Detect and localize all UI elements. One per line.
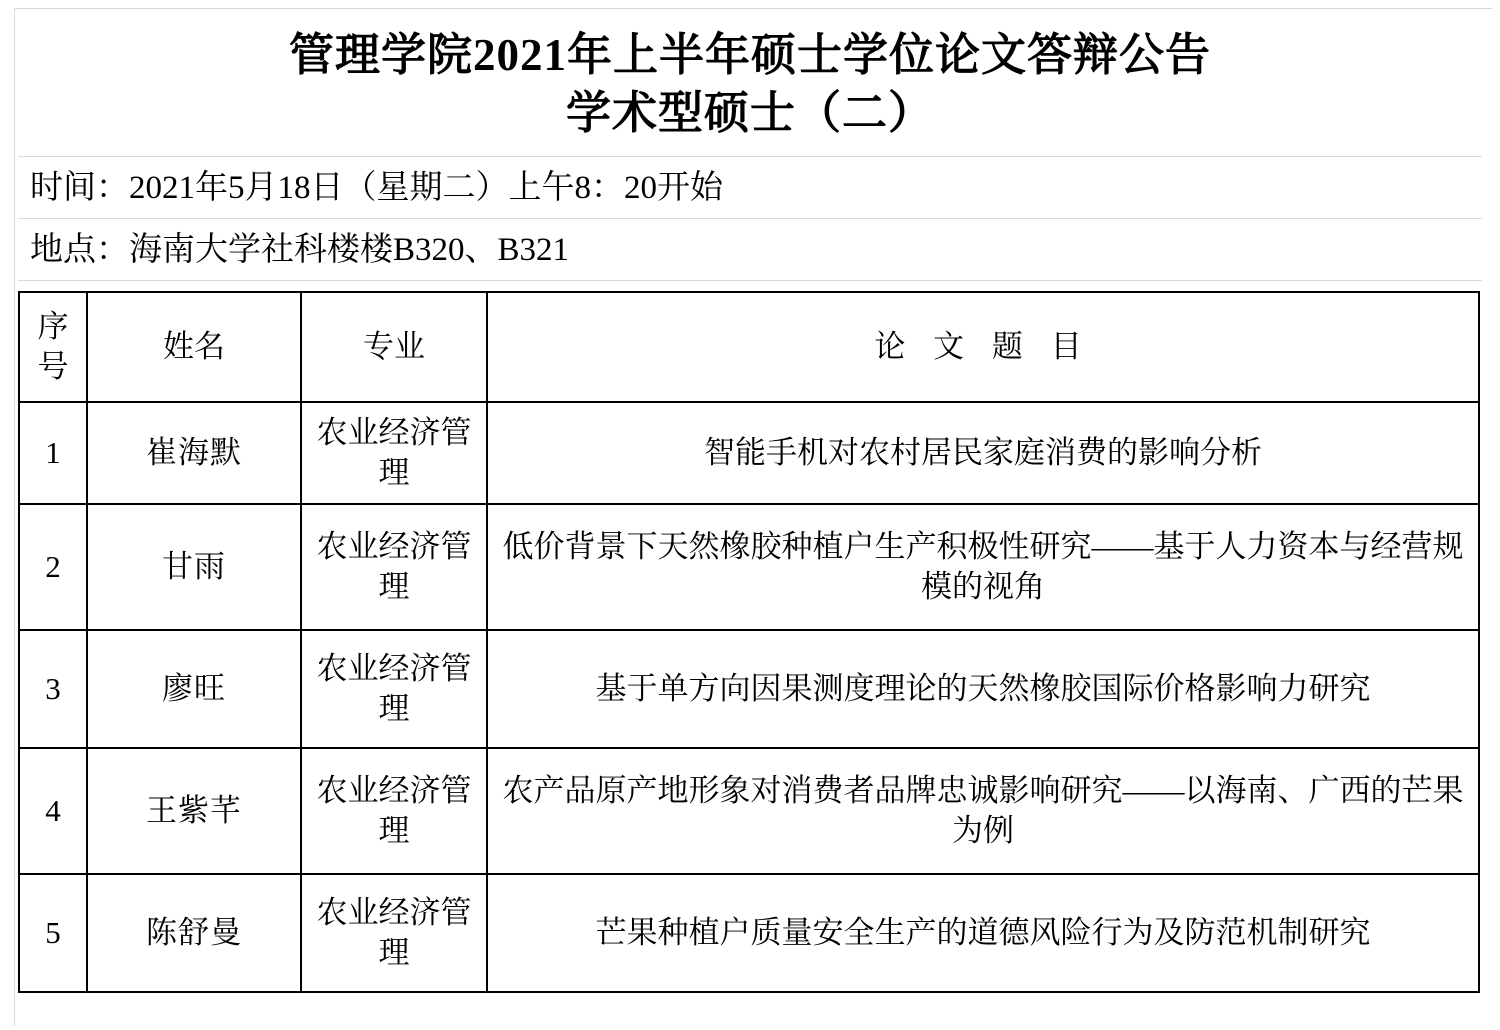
- cell-no: 5: [19, 874, 87, 992]
- cell-thesis: 基于单方向因果测度理论的天然橡胶国际价格影响力研究: [487, 630, 1479, 748]
- cell-thesis: 农产品原产地形象对消费者品牌忠诚影响研究——以海南、广西的芒果为例: [487, 748, 1479, 874]
- cell-major: 农业经济管理: [301, 402, 487, 504]
- cell-thesis: 智能手机对农村居民家庭消费的影响分析: [487, 402, 1479, 504]
- cell-thesis: 芒果种植户质量安全生产的道德风险行为及防范机制研究: [487, 874, 1479, 992]
- cell-major: 农业经济管理: [301, 630, 487, 748]
- title-line-1: 管理学院2021年上半年硕士学位论文答辩公告: [288, 30, 1211, 80]
- cell-no: 1: [19, 402, 87, 504]
- header-major: 专业: [301, 292, 487, 402]
- table-row: [19, 504, 1479, 630]
- header-no: 序号: [19, 292, 87, 402]
- meta-place: 地点：海南大学社科楼楼B320、B321: [18, 219, 1482, 281]
- cell-name: 甘雨: [87, 504, 301, 630]
- table-header-row: [19, 292, 1479, 402]
- table-row: [19, 630, 1479, 748]
- header-name: 姓名: [87, 292, 301, 402]
- cell-major: 农业经济管理: [301, 504, 487, 630]
- cell-name: 王紫芊: [87, 748, 301, 874]
- cell-name: 崔海默: [87, 402, 301, 504]
- table-row: [19, 748, 1479, 874]
- cell-name: 陈舒曼: [87, 874, 301, 992]
- meta-time: 时间：2021年5月18日（星期二）上午8：20开始: [18, 157, 1482, 219]
- cell-no: 4: [19, 748, 87, 874]
- title-line-2: 学术型硕士（二）: [565, 88, 934, 138]
- table-row: [19, 402, 1479, 504]
- cell-no: 2: [19, 504, 87, 630]
- defense-schedule-table: [18, 291, 1480, 993]
- cell-major: 农业经济管理: [301, 748, 487, 874]
- cell-major: 农业经济管理: [301, 874, 487, 992]
- cell-name: 廖旺: [87, 630, 301, 748]
- cell-no: 3: [19, 630, 87, 748]
- header-thesis: 论 文 题 目: [487, 292, 1479, 402]
- table-row: [19, 874, 1479, 992]
- page-title: [18, 0, 1482, 157]
- cell-thesis: 低价背景下天然橡胶种植户生产积极性研究——基于人力资本与经营规模的视角: [487, 504, 1479, 630]
